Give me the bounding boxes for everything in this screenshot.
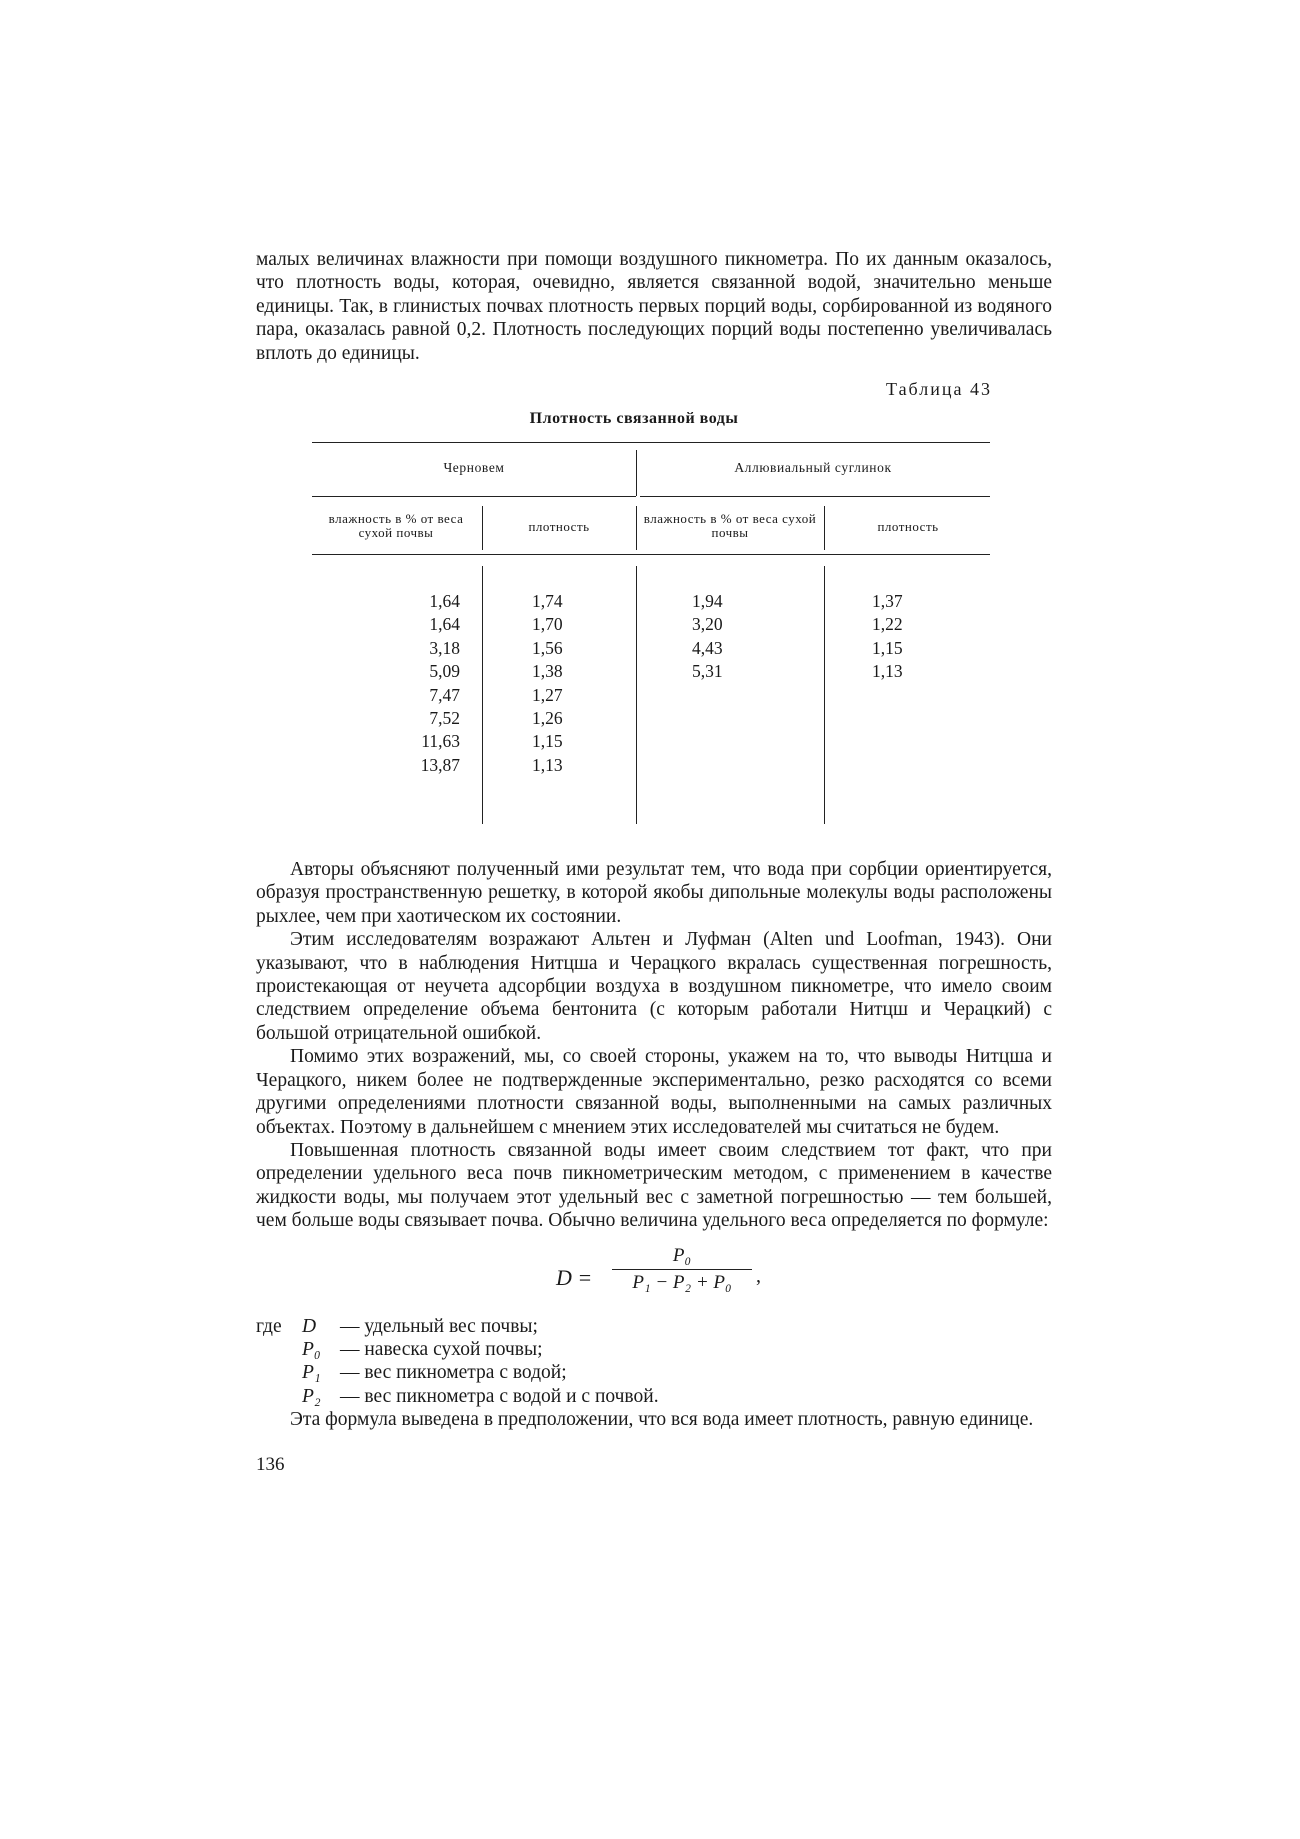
group-rule-left bbox=[312, 496, 636, 497]
header-divider-3 bbox=[824, 506, 825, 550]
body-paragraph: Авторы объясняют полученный ими результат тем, что вода при сорбции ориентируется, образуя пространственную решетку, в которой якобы дипольные молекулы воды расположены рыхлее, чем при хаотическом их состоянии. bbox=[256, 859, 1052, 927]
page-number: 136 bbox=[256, 1453, 285, 1475]
col-header-moisture-2: влажность в % от веса сухой почвы bbox=[643, 511, 817, 541]
header-bottom-rule bbox=[312, 554, 990, 555]
formula-numerator: P₀ bbox=[612, 1245, 752, 1270]
table-label: Таблица 43 bbox=[886, 379, 992, 400]
definition-prefix bbox=[256, 1385, 302, 1408]
col-header-density-1: плотность bbox=[528, 519, 590, 535]
col-moisture-chernozem: 1,64 1,64 3,18 5,09 7,47 7,52 11,63 13,87 bbox=[420, 591, 460, 775]
body-paragraph: Повышенная плотность связанной воды имеет своим следствием тот факт, что при определении удельного веса почв пикнометрическим методом, с применением в качестве жидкости воды, мы получаем этот удельный вес с заметной погрешностью — тем большей, чем больше воды связывает почва. Обычно величина удельного веса определяется по формуле: bbox=[256, 1139, 1052, 1232]
definition-row bbox=[256, 1315, 1052, 1338]
group-rule-right bbox=[640, 496, 990, 497]
data-table bbox=[312, 442, 990, 832]
definition-text: — удельный вес почвы; bbox=[340, 1315, 538, 1337]
definition-symbol: P₂ bbox=[302, 1385, 321, 1407]
header-divider-2 bbox=[636, 506, 637, 550]
definition-text: — навеска сухой почвы; bbox=[340, 1338, 543, 1360]
definition-prefix bbox=[256, 1338, 302, 1361]
page bbox=[256, 248, 1052, 1476]
formula-denominator: P₁ − P₂ + P₀ bbox=[632, 1271, 732, 1293]
col-density-chernozem: 1,74 1,70 1,56 1,38 1,27 1,26 1,15 1,13 bbox=[532, 591, 563, 775]
table-top-rule bbox=[312, 442, 990, 443]
definition-prefix bbox=[256, 1361, 302, 1384]
body-paragraph: Этим исследователям возражают Альтен и Луфман (Alten und Loofman, 1943). Они указывают, что в наблюдения Нитцша и Черацкого вкралась существенная погрешность, проистекающая от неучета адсорбции воздуха в воздушном пикнометре, что имело своим следствием определение объема бентонита (с которым работали Нитцш и Черацкий) с большой отрицательной ошибкой. bbox=[256, 929, 1052, 1044]
definition-prefix: где bbox=[256, 1315, 282, 1337]
intro-paragraph: малых величинах влажности при помощи воздушного пикнометра. По их данным оказалось, что плотность воды, которая, очевидно, является связанной водой, значительно меньше единицы. Так, в глинистых почвах плотность первых порций воды, сорбированной из водяного пара, оказалась равной 0,2. Плотность последующих порций воды постепенно увеличивалась вплоть до единицы. bbox=[256, 249, 1052, 364]
definition-row bbox=[256, 1361, 1052, 1384]
definition-text: — вес пикнометра с водой и с почвой. bbox=[340, 1385, 659, 1407]
formula-comma: , bbox=[756, 1264, 761, 1287]
body-divider-2 bbox=[636, 566, 637, 824]
col-header-density-2: плотность bbox=[877, 519, 939, 535]
formula-lhs: D = bbox=[556, 1264, 593, 1290]
definition-symbol: D bbox=[302, 1315, 317, 1337]
definition-symbol: P₁ bbox=[302, 1362, 321, 1384]
definition-symbol: P₀ bbox=[302, 1338, 321, 1360]
definition-text: — вес пикнометра с водой; bbox=[340, 1362, 567, 1384]
body-paragraph: Помимо этих возражений, мы, со своей стороны, укажем на то, что выводы Нитцша и Черацкого, никем более не подтвержденные экспериментально, резко расходятся со всеми другими определениями плотности связанной воды, выполненными на самых различных объектах. Поэтому в дальнейшем с мнением этих исследователей мы считаться не будем. bbox=[256, 1046, 1052, 1138]
specific-gravity-formula bbox=[256, 1243, 1052, 1309]
col-moisture-alluvial: 1,94 3,20 4,43 5,31 bbox=[692, 591, 723, 682]
formula-fraction bbox=[612, 1245, 752, 1294]
definition-row bbox=[256, 1385, 1052, 1408]
formula-definitions bbox=[256, 1315, 1052, 1409]
group-header-chernozem: Черновем bbox=[443, 460, 505, 476]
definition-row bbox=[256, 1338, 1052, 1361]
body-divider-3 bbox=[824, 566, 825, 824]
table-title: Плотность связанной воды bbox=[529, 410, 739, 428]
body-divider-1 bbox=[482, 566, 483, 824]
col-header-moisture-1: влажность в % от веса сухой почвы bbox=[328, 511, 464, 541]
closing-paragraph: Эта формула выведена в предположении, что вся вода имеет плотность, равную единице. bbox=[290, 1409, 1034, 1431]
col-density-alluvial: 1,37 1,22 1,15 1,13 bbox=[872, 591, 903, 682]
header-divider-1 bbox=[482, 506, 483, 550]
group-header-alluvial: Аллювиальный суглинок bbox=[734, 460, 892, 476]
